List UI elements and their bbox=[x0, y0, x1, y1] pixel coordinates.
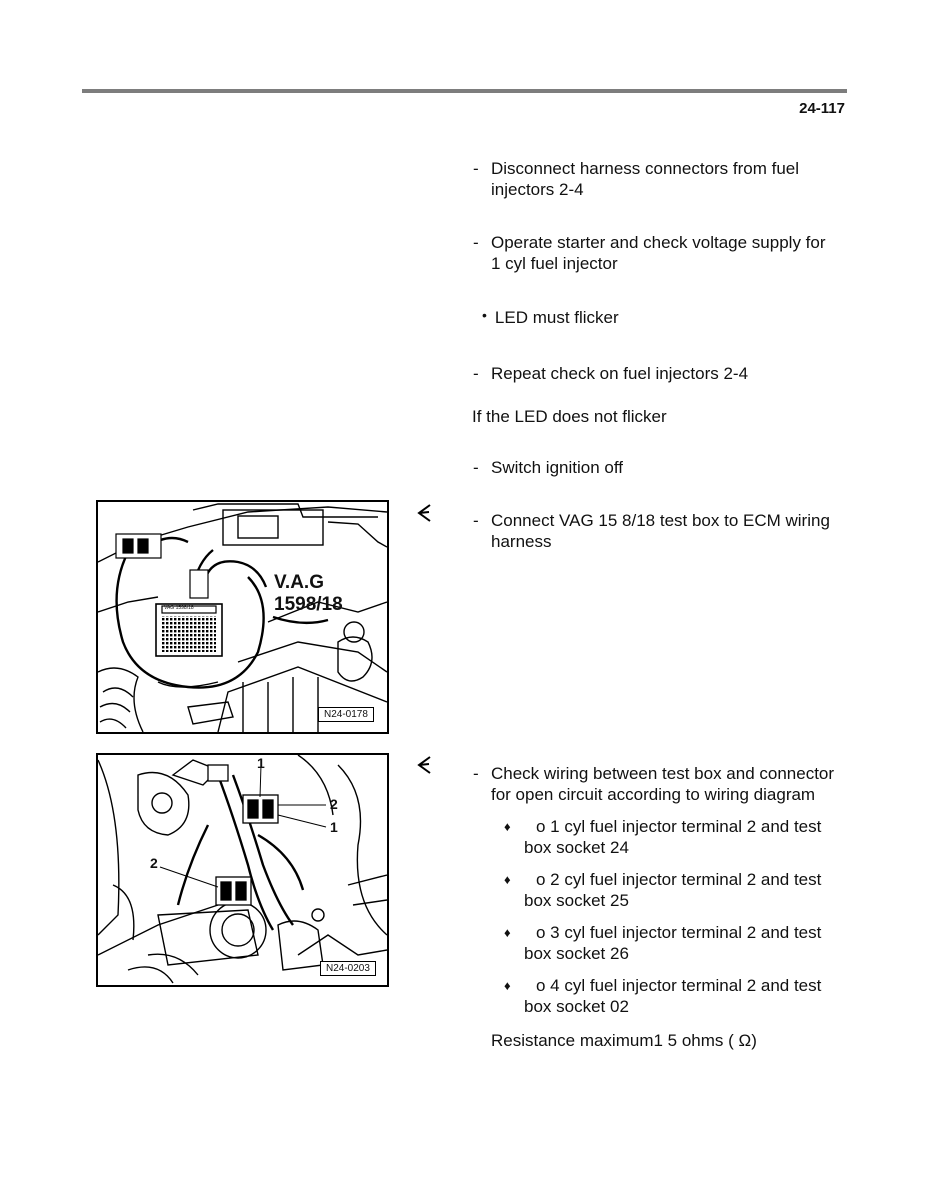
engine-bay-illustration-1 bbox=[98, 502, 387, 732]
dash-marker: - bbox=[473, 458, 479, 477]
step-text: Connect VAG 15 8/18 test box to ECM wiring harness bbox=[491, 511, 830, 551]
step-repeat-check bbox=[473, 364, 846, 385]
check-text: o 2 cyl fuel injector terminal 2 and test box socket 25 bbox=[524, 870, 822, 910]
step-text: Switch ignition off bbox=[491, 458, 623, 477]
diamond-bullet: ♦ bbox=[504, 978, 511, 993]
page-number: 24-117 bbox=[799, 100, 845, 117]
pointer-arrow-icon bbox=[416, 503, 436, 523]
step-disconnect-connectors bbox=[473, 159, 846, 200]
step-connect-test-box bbox=[473, 511, 846, 552]
dash-marker: - bbox=[473, 511, 479, 530]
step-check-wiring bbox=[473, 764, 846, 805]
step-text: Check wiring between test box and connector for open circuit according to wiring diagram bbox=[491, 764, 835, 804]
step-text: Operate starter and check voltage supply for 1 cyl fuel injector bbox=[491, 233, 826, 273]
check-text: o 1 cyl fuel injector terminal 2 and test box socket 24 bbox=[524, 817, 822, 857]
bullet-dot: • bbox=[482, 307, 487, 323]
step-operate-starter bbox=[473, 233, 846, 274]
test-box-label: VAG 1598/18 bbox=[164, 605, 194, 611]
step-ignition-off bbox=[473, 458, 846, 479]
step-text: Repeat check on fuel injectors 2-4 bbox=[491, 364, 749, 383]
resistance-spec: Resistance maximum1 5 ohms ( Ω) bbox=[491, 1031, 757, 1050]
check-text: o 3 cyl fuel injector terminal 2 and test box socket 26 bbox=[524, 923, 822, 963]
diamond-bullet: ♦ bbox=[504, 872, 511, 887]
dash-marker: - bbox=[473, 764, 479, 783]
check-cyl-4 bbox=[504, 976, 846, 1017]
figure-injector-connectors bbox=[96, 753, 389, 987]
tool-label: V.A.G 1598/18 bbox=[274, 572, 343, 615]
check-cyl-3 bbox=[504, 923, 846, 964]
diamond-bullet: ♦ bbox=[504, 819, 511, 834]
check-text: o 4 cyl fuel injector terminal 2 and test box socket 02 bbox=[524, 976, 822, 1016]
step-text: Disconnect harness connectors from fuel injectors 2-4 bbox=[491, 159, 800, 199]
check-cyl-2 bbox=[504, 870, 846, 911]
engine-bay-illustration-2 bbox=[98, 755, 387, 985]
led-flicker-note bbox=[482, 308, 619, 328]
condition-text: If the LED does not flicker bbox=[472, 407, 667, 426]
callout-2-right: 2 bbox=[330, 796, 338, 812]
callout-2-left: 2 bbox=[150, 855, 158, 871]
figure-test-box-connection bbox=[96, 500, 389, 734]
callout-1-top: 1 bbox=[257, 755, 265, 771]
figure-reference: N24-0178 bbox=[318, 707, 374, 722]
dash-marker: - bbox=[473, 364, 479, 383]
dash-marker: - bbox=[473, 233, 479, 252]
header-rule bbox=[82, 89, 847, 93]
bullet-text: LED must flicker bbox=[494, 308, 619, 327]
diamond-bullet: ♦ bbox=[504, 925, 511, 940]
check-cyl-1 bbox=[504, 817, 846, 858]
dash-marker: - bbox=[473, 159, 479, 178]
pointer-arrow-icon bbox=[416, 755, 436, 775]
callout-1-right: 1 bbox=[330, 819, 338, 835]
figure-reference: N24-0203 bbox=[320, 961, 376, 976]
